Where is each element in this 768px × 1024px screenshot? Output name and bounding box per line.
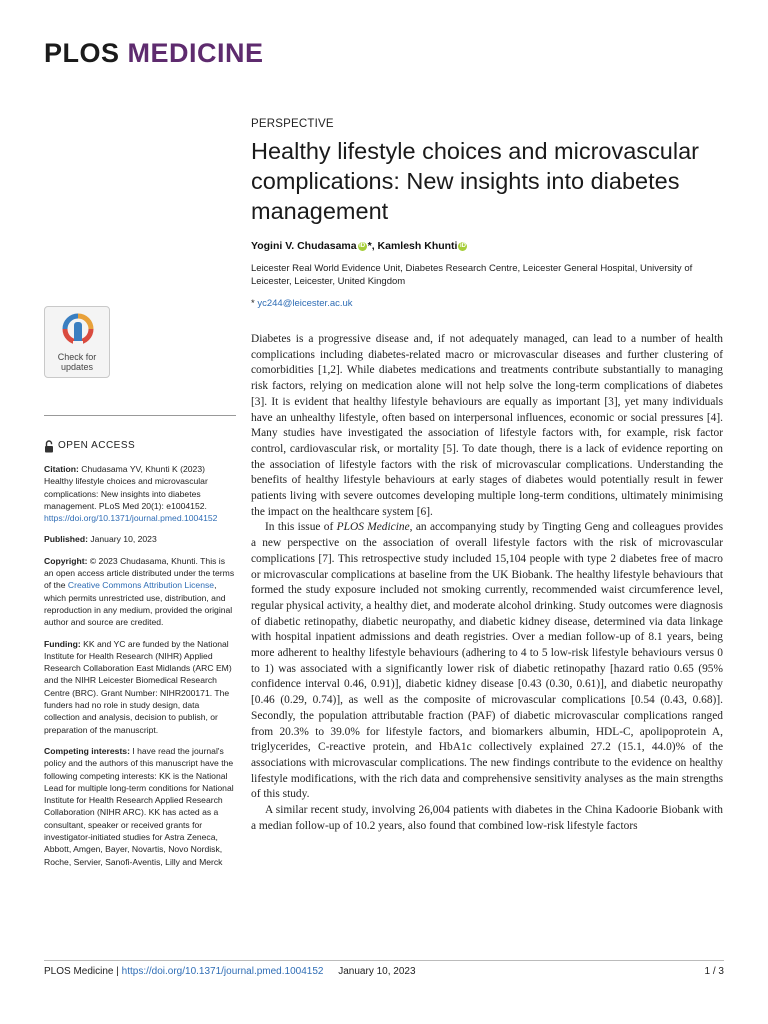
- open-lock-icon: [44, 440, 54, 453]
- published-section: [44, 533, 236, 545]
- citation-doi-link[interactable]: https://doi.org/10.1371/journal.pmed.1004152: [44, 513, 218, 524]
- funding-text: KK and YC are funded by the National Institute for Health Research (NIHR) Applied Research Collaboration East Midlands (ARC EM) and the NIHR Leicester Biomedical Research Centre (BRC). Grant Number: NIHR200171. The funders had no role in study design, data collection and analysis, decision to publish, or preparation of the manuscript.: [44, 638, 232, 735]
- funding-section: [44, 638, 236, 736]
- competing-interests-label: Competing interests:: [44, 745, 130, 756]
- correspondence: [251, 298, 721, 309]
- copyright-label: Copyright:: [44, 555, 88, 566]
- orcid-icon[interactable]: iD: [359, 242, 366, 249]
- sidebar-divider: [44, 415, 236, 416]
- footer-date: January 10, 2023: [338, 966, 416, 977]
- journal-logo-medicine: MEDICINE: [127, 38, 264, 68]
- check-updates-line1: Check for: [57, 352, 97, 362]
- article-header: [251, 118, 721, 309]
- body-paragraph: A similar recent study, involving 26,004 patients with diabetes in the China Kadoorie Biobank with a median follow-up of 10.2 years, also found that combined low-risk lifestyle factors: [251, 804, 723, 832]
- page-number: 1 / 3: [704, 966, 724, 977]
- copyright-text-2: , which permits unrestricted use, distribution, and reproduction in any medium, provided the original author and source are credited.: [44, 580, 233, 628]
- footer-journal: PLOS Medicine: [44, 966, 114, 977]
- footer-doi-link[interactable]: https://doi.org/10.1371/journal.pmed.1004152: [121, 966, 324, 977]
- check-for-updates-badge[interactable]: [44, 306, 110, 378]
- open-access-label: [44, 440, 236, 453]
- footer-divider: [44, 960, 724, 961]
- affiliation: Leicester Real World Evidence Unit, Diabetes Research Centre, Leicester General Hospital, University of Leicester, Leicester, United Kingdom: [251, 263, 693, 287]
- check-updates-icon: [62, 313, 94, 349]
- published-label: Published:: [44, 534, 88, 545]
- copyright-section: [44, 555, 236, 629]
- author-name[interactable]: Kamlesh Khunti: [377, 240, 458, 252]
- journal-name-italic: PLOS Medicine: [336, 521, 410, 534]
- orcid-icon[interactable]: iD: [459, 242, 466, 249]
- competing-interests-text: I have read the journal's policy and the authors of this manuscript have the following competing interests: KK is the National Lead for multiple long-term conditions for National Institute for Health Research Applied Research Collaboration (NIHR ARC). KK has acted as a consultant, speaker or received grants for investigator-initiated studies for Astra Zeneca, Abbott, Amgen, Bayer, Novartis, Novo Nordisk, Roche, Servier, Sanofi-Aventis, Lilly and Merck: [44, 745, 234, 867]
- check-updates-line2: updates: [60, 362, 94, 372]
- article-type: PERSPECTIVE: [251, 118, 334, 130]
- citation-section: [44, 463, 236, 524]
- author-separator: *,: [367, 240, 378, 252]
- copyright-text: © 2023 Chudasama, Khunti. This is an open access article distributed under the terms of the: [44, 555, 235, 591]
- page-footer: [44, 966, 724, 977]
- body-paragraph: Diabetes is a progressive disease and, if not adequately managed, can lead to a number of health complications including diabetes-related macro or microvascular diseases and further clustering of comorbidities [1,2]. While diabetes medications and treatments contribute substantially to managing risk factors, relying on medication alone will not help solve the long-term complications of diabetes [3]. It is evident that healthy lifestyle behaviours are equally as important [3], yet many individuals have an unhealthy lifestyle, often based on interpersonal influences, economic or social pressures [4]. Many studies have investigated the association of lifestyle factors with, for example, risk factor control, cardiovascular risk, or mortality [5]. To date though, there is a lack of evidence reporting on the association of lifestyle factors with the risk of microvascular complications. Understanding the benefits of healthy lifestyle behaviours at early stages of diabetes would potentially result in fewer patients living with severe outcomes developing multiple long-term conditions, ultimately minimising the impact on the healthcare system [6].: [251, 333, 723, 518]
- author-name[interactable]: Yogini V. Chudasama: [251, 240, 357, 252]
- article-body: [251, 332, 723, 835]
- license-link[interactable]: Creative Commons Attribution License: [67, 580, 215, 591]
- body-text-run: , an accompanying study by Tingting Geng and colleagues provides a new perspective on the association of overall lifestyle factors with the risk of microvascular complications [7]. This retrospective study included 15,104 people with type 2 diabetes free of macro or microvascular complications at baseline from the UK Biobank. The healthy lifestyle behaviours that formed the study exposure included not smoking currently, recommended waist circumference level, regular physical activity, a healthy diet, and moderate alcohol drinking. Study outcomes were diagnosis of diabetic retinopathy, diabetic neuropathy, and diabetic kidney disease, determined via data linkage with hospital inpatient admissions and death registries. Over a median follow-up of 8.1 years, being more adherent to healthy lifestyle behaviours (adhering to 4 to 5 low-risk lifestyle behaviours versus 0 to 1) was associated with a significantly lower risk of diabetic retinopathy [hazard ratio 0.65 (95% confidence interval 0.46, 0.91)], diabetic kidney disease [0.43 (0.30, 0.61)], and diabetic neuropathy [0.46 (0.29, 0.74)], as well as the composite of microvascular complications [0.54 (0.43, 0.68)]. Secondly, the population attributable fraction (PAF) of diabetic microvascular complications ranged from 20.3% to 39.0% for lifestyle factors, and biomarkers albumin, HDL-C, apolipoprotein A, triglycerides, C-reactive protein, and HbA1c collectively explained 27.2 (15.1, 44.0)% of the associations with microvascular complications. The new findings contribute to the evidence on healthy lifestyle modifications, with the rich data and comprehensive sensitivity analyses as the main strengths of this study.: [251, 521, 724, 801]
- citation-text: Chudasama YV, Khunti K (2023) Healthy lifestyle choices and microvascular complications: New insights into diabetes management. PLoS Med 20(1): e1004152.: [44, 464, 208, 511]
- published-date: January 10, 2023: [87, 534, 157, 545]
- body-text-run: In this issue of: [265, 521, 337, 534]
- email-link[interactable]: yc244@leicester.ac.uk: [257, 298, 353, 309]
- body-paragraph: [251, 520, 723, 803]
- correspondence-marker: *: [251, 298, 258, 309]
- journal-logo[interactable]: [44, 38, 264, 68]
- competing-interests-section: [44, 745, 236, 868]
- open-access-text: OPEN ACCESS: [58, 440, 136, 452]
- author-list: [251, 240, 721, 252]
- check-updates-label: [45, 352, 109, 372]
- footer-separator: |: [113, 966, 122, 977]
- citation-label: Citation:: [44, 464, 79, 474]
- article-info-sidebar: [44, 440, 236, 877]
- funding-label: Funding:: [44, 638, 81, 649]
- article-title: Healthy lifestyle choices and microvascular complications: New insights into diabetes management: [251, 138, 699, 224]
- journal-logo-plos: PLOS: [44, 38, 120, 68]
